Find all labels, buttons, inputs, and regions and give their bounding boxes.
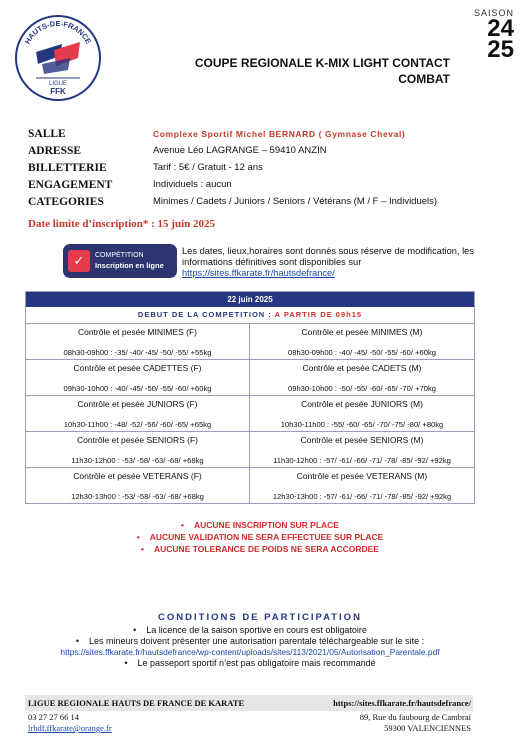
logo-ligue: LIGUE	[48, 81, 68, 87]
season-label: SAISON	[473, 8, 514, 18]
start-time: A PARTIR DE 09h15	[274, 310, 363, 319]
cell-detail: 09h30-10h00 : -40/ -45/ -50/ -55/ -60/ +60kg	[63, 384, 212, 393]
footer-phone: 03 27 27 66 14	[28, 712, 79, 722]
cell-title: Contrôle et pesée VETERANS (F)	[73, 471, 202, 481]
warning-item: • AUCUNE INSCRIPTION SUR PLACE	[0, 519, 520, 531]
site-link[interactable]: https://sites.ffkarate.fr/hautsdefrance/	[182, 268, 335, 278]
warnings-list	[0, 519, 520, 555]
condition-item: • La licence de la saison sportive en cours est obligatoire	[0, 625, 500, 636]
weigh-in-cell	[26, 396, 250, 432]
badge-line-2: Inscription en ligne	[95, 261, 164, 270]
weigh-in-cell	[26, 468, 250, 503]
footer-site[interactable]: https://sites.ffkarate.fr/hautsdefrance/	[333, 698, 471, 708]
parental-authorization-link[interactable]: https://sites.ffkarate.fr/hautsdefrance/wp-content/uploads/sites/113/2021/05/Autorisation_Parentale.pdf	[60, 647, 440, 657]
schedule-table	[25, 291, 475, 504]
start-label: DEBUT DE LA COMPETITION :	[137, 310, 275, 319]
page-title	[140, 55, 450, 87]
weigh-in-cell	[250, 468, 474, 503]
logo-top-text: HAUTS-DE-FRANCE	[22, 19, 94, 46]
cell-title: Contrôle et pesée MINIMES (F)	[77, 327, 198, 337]
info-value-tickets: Tarif : 5€ / Gratuit - 12 ans	[153, 162, 263, 173]
info-key: BILLETTERIE	[28, 161, 107, 174]
weigh-in-cell	[250, 324, 474, 360]
season-year-2: 25	[487, 36, 514, 63]
cell-title: Contrôle et pesée SENIORS (F)	[77, 435, 198, 445]
season-badge	[473, 8, 514, 63]
cell-title: Contrôle et pesée JUNIORS (F)	[77, 399, 198, 409]
info-value-address: Avenue Léo LAGRANGE – 59410 ANZIN	[153, 145, 327, 156]
logo-brand: FFK	[50, 87, 66, 96]
footer	[25, 695, 473, 735]
cell-detail: 10h30-11h00 : -55/ -60/ -65/ -70/ -75/ -80/ +80kg	[280, 420, 444, 429]
cell-title: Contrôle et pesée VETERANS (M)	[296, 471, 428, 481]
weigh-in-cell	[26, 324, 250, 360]
footer-email[interactable]: lrhdf.ffkarate@orange.fr	[28, 723, 112, 733]
cell-detail: 11h30-12h00 : -57/ -61/ -66/ -71/ -78/ -85/ -92/ +92kg	[273, 456, 451, 465]
badge-line-1: COMPÉTITION	[95, 252, 144, 259]
conditions-title: CONDITIONS DE PARTICIPATION	[158, 612, 362, 623]
ligue-logo	[14, 14, 102, 102]
info-key: ADRESSE	[28, 144, 82, 157]
info-row-categories	[28, 193, 498, 210]
check-hand-icon: ✓	[68, 250, 90, 272]
weigh-in-cell	[250, 396, 474, 432]
cell-detail: 08h30-09h00 : -40/ -45/ -50/ -55/ -60/ +60kg	[288, 348, 436, 357]
schedule-date: 22 juin 2025	[26, 292, 474, 307]
cell-detail: 11h30-12h00 : -53/ -58/ -63/ -68/ +68kg	[71, 456, 204, 465]
footer-street: 89, Rue du faubourg de Cambrai	[359, 712, 471, 722]
registration-deadline: Date limite d’inscription* : 15 juin 2025	[28, 218, 215, 230]
conditions-list	[0, 625, 500, 669]
info-value-categories: Minimes / Cadets / Juniors / Seniors / Vétérans (M / F – Individuels)	[153, 196, 438, 207]
competition-start	[26, 307, 474, 324]
warning-item: • AUCUNE VALIDATION NE SERA EFFECTUEE SUR PLACE	[0, 531, 520, 543]
info-row-salle	[28, 125, 498, 142]
cell-detail: 12h30-13h00 : -53/ -58/ -63/ -68/ +68kg	[71, 492, 204, 501]
footer-org: LIGUE REGIONALE HAUTS DE FRANCE DE KARATE	[28, 698, 245, 708]
cell-title: Contrôle et pesée SENIORS (M)	[300, 435, 424, 445]
cell-detail: 10h30-11h00 : -48/ -52/ -56/ -60/ -65/ +65kg	[63, 420, 212, 429]
cell-detail: 12h30-13h00 : -57/ -61/ -66/ -71/ -78/ -85/ -92/ +92kg	[272, 492, 452, 501]
cell-title: Contrôle et pesée CADETTES (F)	[73, 363, 202, 373]
condition-item: • Les mineurs doivent présenter une autorisation parentale téléchargeable sur le site :	[0, 636, 500, 647]
cell-detail: 09h30-10h00 : -50/ -55/ -60/ -65/ -70/ +70kg	[288, 384, 436, 393]
weigh-in-cell	[250, 432, 474, 468]
online-registration-button[interactable]	[63, 244, 177, 278]
info-row-billetterie	[28, 159, 498, 176]
cell-title: Contrôle et pesée JUNIORS (M)	[301, 399, 423, 409]
warning-item: • AUCUNE TOLERANCE DE POIDS NE SERA ACCORDEE	[0, 543, 520, 555]
cell-title: Contrôle et pesée MINIMES (M)	[301, 327, 423, 337]
info-row-engagement	[28, 176, 498, 193]
weigh-in-cell	[250, 360, 474, 396]
footer-city: 59300 VALENCIENNES	[384, 723, 471, 733]
info-row-adresse	[28, 142, 498, 159]
season-year-1: 24	[487, 15, 514, 42]
info-note	[182, 246, 482, 279]
weigh-in-cell	[26, 360, 250, 396]
note-text: Les dates, lieux,horaires sont donnés sous réserve de modification, les informations définitives sont disponibles sur	[182, 246, 474, 267]
info-key: CATEGORIES	[28, 195, 104, 208]
info-key: SALLE	[28, 127, 66, 140]
event-info	[28, 125, 498, 210]
condition-item: • Le passeport sportif n’est pas obligatoire mais recommandé	[0, 658, 500, 669]
cell-detail: 08h30-09h00 : -35/ -40/ -45/ -50/ -55/ +55kg	[63, 348, 212, 357]
weigh-in-grid	[26, 324, 474, 503]
info-value-engagement: Individuels : aucun	[153, 179, 232, 190]
info-value-venue: Complexe Sportif Michel BERNARD ( Gymnase Cheval)	[153, 128, 406, 139]
weigh-in-cell	[26, 432, 250, 468]
info-key: ENGAGEMENT	[28, 178, 113, 191]
cell-title: Contrôle et pesée CADETS (M)	[302, 363, 422, 373]
title-line-2: COMBAT	[398, 72, 450, 86]
title-line-1: COUPE REGIONALE K-MIX LIGHT CONTACT	[194, 56, 450, 70]
